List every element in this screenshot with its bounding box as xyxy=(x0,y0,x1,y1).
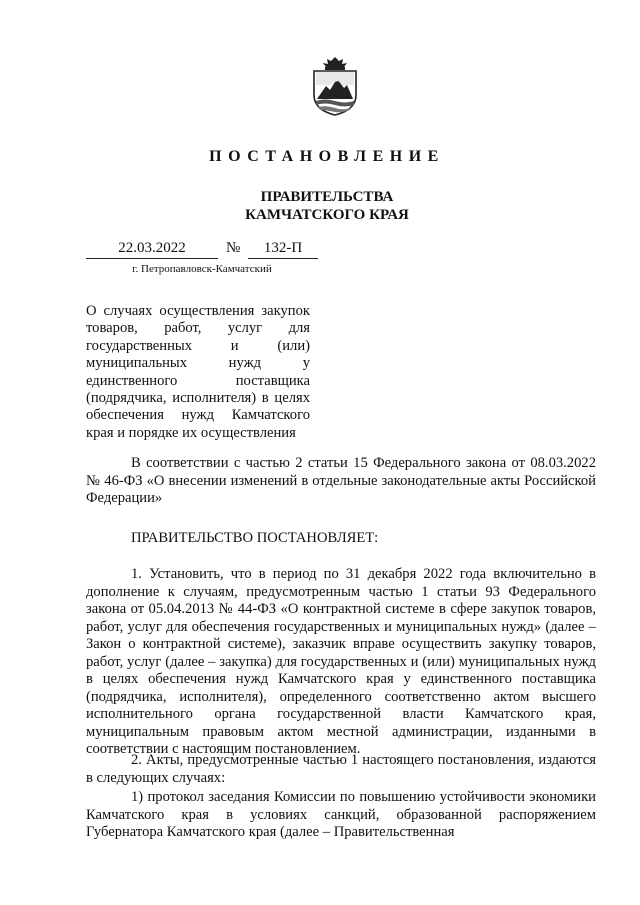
document-subject: О случаях осуществления закупок товаров, работ, услуг для государственных и (или) муниципальных нужд у единственного поставщика (подрядчика, исполнителя) в целях обеспечения нужд Камчатского края и порядке их осуществления xyxy=(86,303,310,441)
decree-heading: ПРАВИТЕЛЬСТВО ПОСТАНОВЛЯЕТ: xyxy=(131,530,379,546)
issue-place: г. Петропавловск-Камчатский xyxy=(132,263,272,275)
preamble-paragraph: В соответствии с частью 2 статьи 15 Федерального закона от 08.03.2022 № 46-ФЗ «О внесении изменений в отдельные законодательные акты Российской Федерации» xyxy=(86,455,596,506)
number-sign: № xyxy=(226,240,241,256)
clause-1: 1. Установить, что в период по 31 декабря 2022 года включительно в дополнение к случаям, предусмотренным частью 1 статьи 93 Федерального закона от 05.04.2013 № 44-ФЗ «О контрактной системе в сфере закупок товаров, работ, услуг для обеспечения государственных и муниципальных нужд» (далее – Закон о контрактной системе), заказчик вправе осуществить закупку товаров, работ, услуг (далее – закупка) для государственных и (или) муниципальных нужд в целях обеспечения нужд Камчатского края у единственного поставщика (подрядчика, исполнителя), определенного соответственно актом высшего исполнительного органа государственной власти Камчатского края, муниципальным правовым актом местной администрации, изданными в соответствии с настоящим постановлением. xyxy=(86,566,596,757)
clause-2-subitem-1: 1) протокол заседания Комиссии по повышению устойчивости экономики Камчатского края в условиях санкций, образованной распоряжением Губернатора Камчатского края (далее – Правительственная xyxy=(86,789,596,840)
document-title: ПОСТАНОВЛЕНИЕ xyxy=(209,148,445,165)
issuer-line-2: КАМЧАТСКОГО КРАЯ xyxy=(245,207,409,223)
document-number: 132-П xyxy=(248,240,318,259)
issuer-name xyxy=(0,188,640,224)
issuer-line-1: ПРАВИТЕЛЬСТВА xyxy=(260,189,394,205)
kamchatka-coat-of-arms-icon xyxy=(311,55,359,117)
clause-2: 2. Акты, предусмотренные частью 1 настоящего постановления, издаются в следующих случаях: xyxy=(86,752,596,786)
document-date: 22.03.2022 xyxy=(86,240,218,259)
